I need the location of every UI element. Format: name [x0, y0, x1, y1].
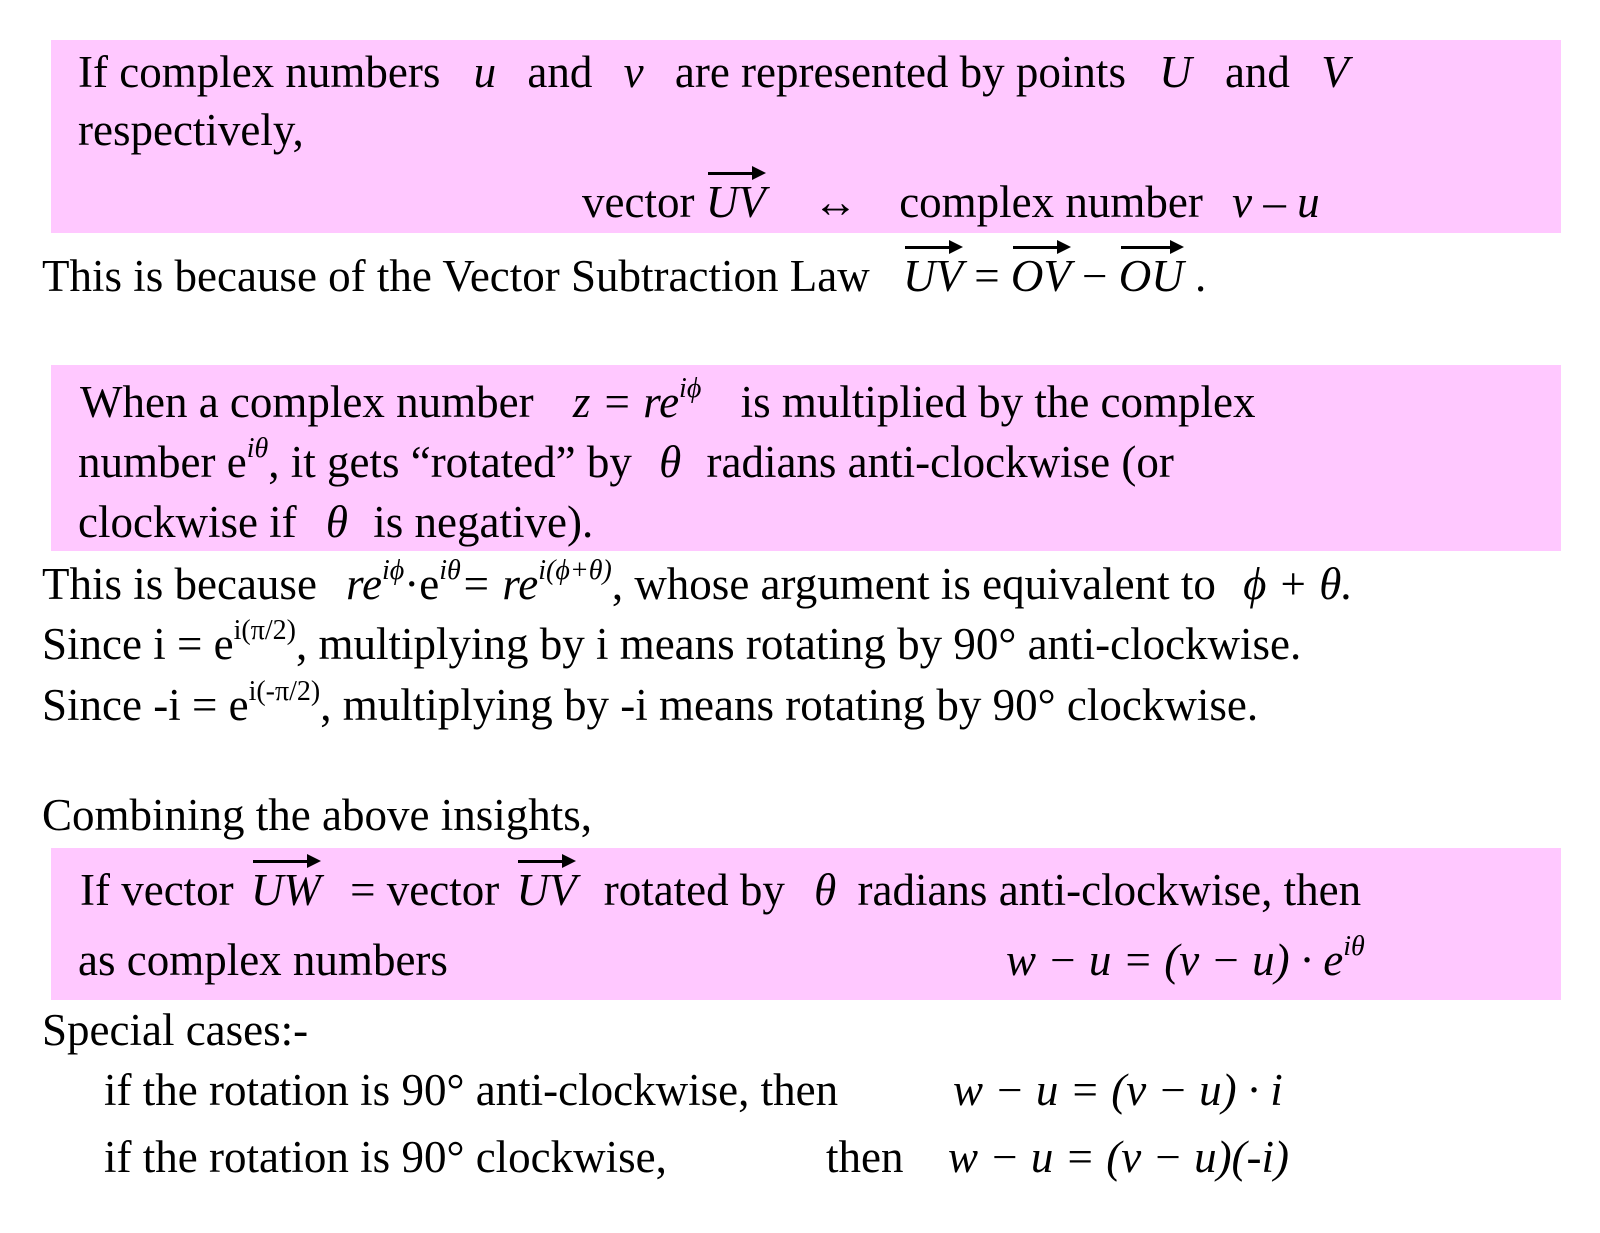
minus-sign: −	[1082, 251, 1108, 301]
special-case-1-formula	[953, 1065, 1283, 1115]
text: , whose argument is equivalent to	[611, 559, 1216, 609]
subtraction-law-line	[42, 251, 1207, 301]
block3-formula	[1006, 931, 1365, 985]
vector-ov: OV	[1010, 251, 1071, 301]
text: clockwise if	[78, 497, 297, 547]
special-case-2-then	[826, 1132, 904, 1182]
var-v: v	[623, 47, 644, 97]
block3-line1	[80, 865, 1362, 915]
text: = vector	[350, 865, 500, 915]
explain-line3	[42, 676, 1259, 730]
block2-line1	[80, 373, 1256, 427]
special-case-2	[104, 1132, 667, 1182]
expression-z: z = re	[572, 377, 680, 427]
equals-sign: =	[974, 251, 1000, 301]
text: number e	[78, 437, 247, 487]
rotation-formula: w − u = (v − u) · e	[1006, 935, 1344, 985]
text: complex number	[899, 177, 1203, 227]
text: .	[1194, 251, 1207, 301]
superscript: i(-π/2)	[248, 676, 321, 707]
text: This is because of the Vector Subtraction Law	[42, 251, 870, 301]
expression-v-minus-u: v – u	[1232, 177, 1320, 227]
vector-uv: UV	[705, 177, 766, 227]
var-V: V	[1321, 47, 1349, 97]
text: if the rotation is 90° clockwise,	[104, 1132, 667, 1182]
text: respectively,	[78, 105, 304, 155]
formula: w − u = (v − u) · i	[953, 1065, 1283, 1115]
superscript: i(ϕ+θ)	[538, 555, 612, 586]
superscript: iθ	[246, 433, 269, 464]
text: , multiplying by i means rotating by 90° anti-clockwise.	[295, 619, 1302, 669]
math: ·e	[404, 559, 440, 609]
formula: w − u = (v − u)(-i)	[948, 1132, 1290, 1182]
text: Special cases:-	[42, 1005, 309, 1055]
text: if the rotation is 90° anti-clockwise, then	[104, 1065, 839, 1115]
combining-line	[42, 790, 592, 840]
text: radians anti-clockwise, then	[857, 865, 1362, 915]
math: = re	[460, 559, 539, 609]
text: rotated by	[603, 865, 785, 915]
vector-uw: UW	[250, 865, 321, 915]
text: vector	[582, 177, 695, 227]
text: is negative).	[373, 497, 594, 547]
var-theta: θ	[814, 865, 837, 915]
math: re	[346, 559, 382, 609]
text: then	[826, 1132, 904, 1182]
explain-line2	[42, 615, 1302, 669]
var-U: U	[1159, 47, 1192, 97]
text: Combining the above insights,	[42, 790, 592, 840]
text: are represented by points	[674, 47, 1126, 97]
text: , multiplying by -i means rotating by 90° clockwise.	[320, 680, 1259, 730]
math: ϕ + θ.	[1243, 559, 1353, 609]
block1-line1	[78, 47, 1349, 97]
text: and	[1224, 47, 1290, 97]
var-theta: θ	[659, 437, 682, 487]
text: radians anti-clockwise (or	[706, 437, 1174, 487]
text: If complex numbers	[78, 47, 441, 97]
special-case-1	[104, 1065, 839, 1115]
equivalence-arrow-icon: ↔	[812, 177, 858, 227]
superscript: iϕ	[679, 373, 702, 404]
special-heading	[42, 1005, 309, 1055]
text: If vector	[80, 865, 234, 915]
block2-line2	[78, 433, 1174, 487]
text: Since -i = e	[42, 680, 249, 730]
superscript: i(π/2)	[233, 615, 296, 646]
var-theta: θ	[325, 497, 349, 547]
block1-line3	[582, 177, 1320, 227]
text: is multiplied by the complex	[740, 377, 1256, 427]
special-case-2-formula	[948, 1132, 1290, 1182]
superscript: iϕ	[382, 555, 405, 586]
superscript: iθ	[1343, 931, 1365, 962]
explain-line1	[42, 555, 1353, 609]
vector-uv: UV	[902, 251, 963, 301]
superscript: iθ	[439, 555, 461, 586]
text: When a complex number	[80, 377, 534, 427]
text: Since i = e	[42, 619, 234, 669]
text: as complex numbers	[78, 935, 448, 985]
block3-line2	[78, 935, 448, 985]
vector-uv: UV	[516, 865, 577, 915]
text: and	[527, 47, 593, 97]
var-u: u	[473, 47, 497, 97]
block1-line2	[78, 105, 304, 155]
text: This is because	[42, 559, 317, 609]
vector-ou: OU	[1118, 251, 1184, 301]
block2-line3	[78, 497, 594, 547]
text: , it gets “rotated” by	[268, 437, 632, 487]
